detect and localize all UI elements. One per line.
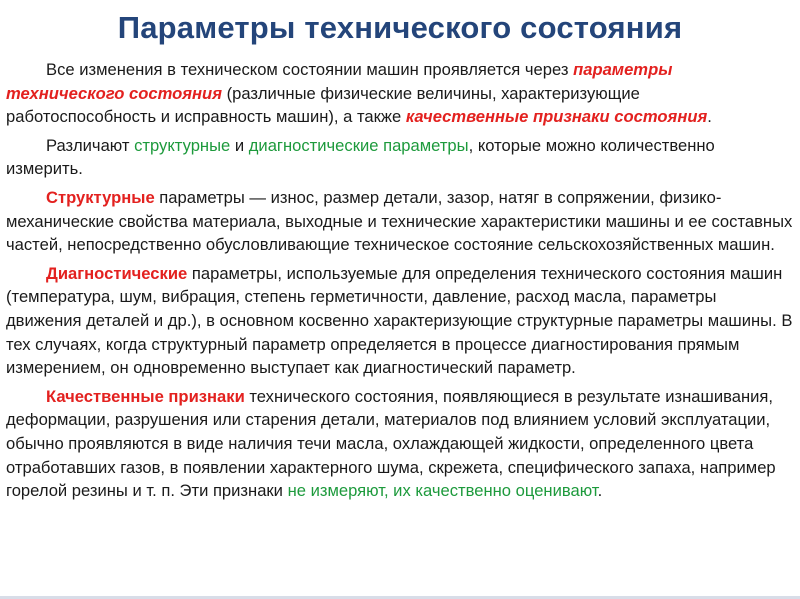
p5-text-b: технического состояния, появляющиеся в результате изнашивания, деформации, разрушения или старения детали, материалов под влиянием условий эксплуатации, обычно проявляются в виде наличия течи масла, охлаждающей жидкости, определенного цвета отработавших газов, в появлении характерного шума, скрежета, специфического запаха, например горелой резины и т. п. Эти признаки [6, 386, 776, 501]
slide-body [6, 58, 794, 508]
p2-term-diagnostic: диагностические параметры [248, 135, 469, 155]
p2-text-c: и [230, 135, 249, 155]
p2-term-structural: структурные [134, 135, 231, 155]
p4-text-b: параметры, используемые для определения технического состояния машин (температура, шум, вибрация, степень герметичности, давление, расход масла, параметры движения деталей и др.), в основном косвенно характеризующие структурные параметры машины. В тех случаях, когда структурный параметр определяется в процессе диагностирования прямым измерением, он одновременно выступает как диагностический параметр. [6, 263, 793, 378]
p3-term-structural: Структурные [46, 187, 155, 207]
p1-term-parameters: параметры технического состояния [6, 60, 673, 103]
paragraph-2 [6, 134, 794, 181]
p4-term-diagnostic: Диагностические [46, 263, 188, 283]
p1-text-c: (различные физические величины, характеризующие работоспособность и исправность машин), а также [6, 83, 640, 127]
slide-title: Параметры технического состояния [117, 10, 683, 45]
paragraph-1 [6, 58, 794, 129]
p1-text-a: Все изменения в техническом состоянии машин проявляется через [46, 60, 574, 79]
p1-term-quality-signs: качественные признаки состояния [405, 107, 708, 127]
p2-text-e: , которые можно количественно измерить. [6, 135, 715, 179]
paragraph-5 [6, 385, 794, 503]
p5-term-quality-signs: Качественные признаки [46, 386, 245, 406]
p5-text-d: . [597, 481, 603, 501]
p2-text-a: Различают [46, 135, 135, 155]
p5-term-not-measured: не измеряют, их качественно оценивают [287, 481, 598, 501]
p1-text-e: . [707, 107, 712, 127]
paragraph-4 [6, 262, 794, 380]
p3-text-b: параметры — износ, размер детали, зазор, натяг в сопряжении, физико-механические свойства материала, выходные и технические характеристики машины и ее составных частей, непосредственно обусловливающие техническое состояние сельскохозяйственных машин. [6, 187, 793, 255]
paragraph-3 [6, 186, 794, 257]
